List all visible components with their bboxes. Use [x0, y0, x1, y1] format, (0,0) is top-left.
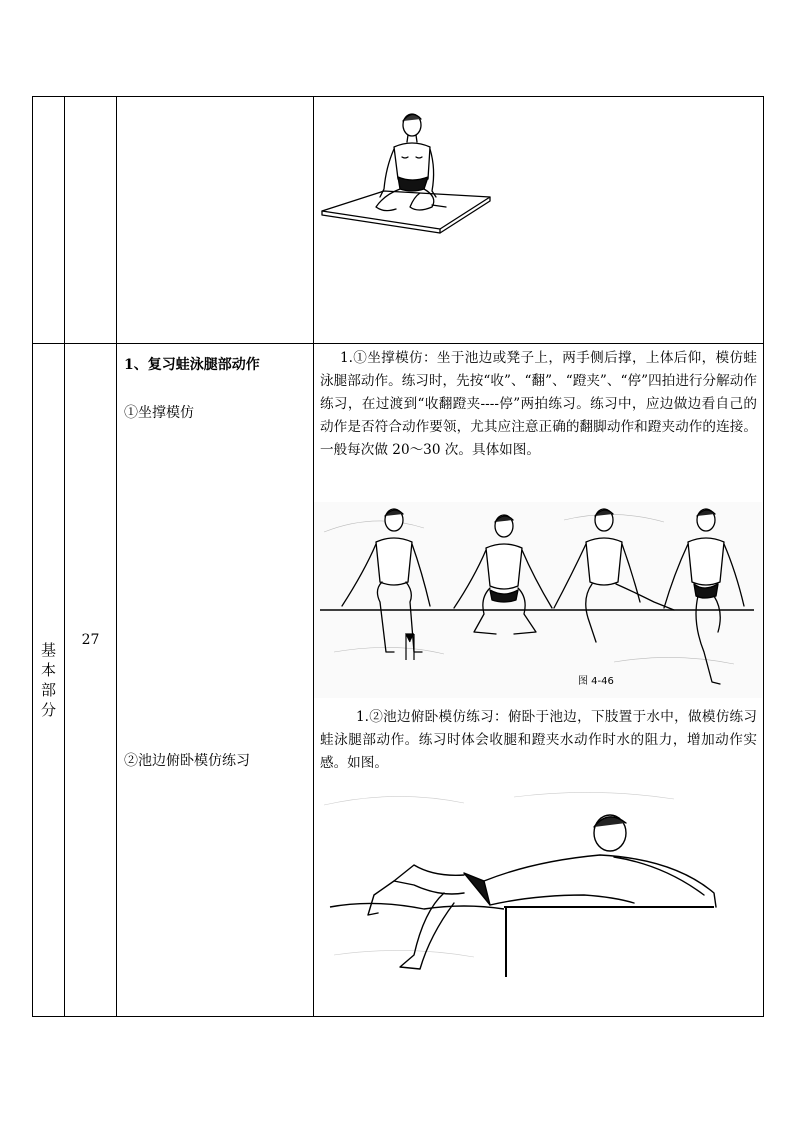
description-poolside-prone: 1.②池边俯卧模仿练习：俯卧于池边，下肢置于水中，做模仿练习蛙泳腿部动作。练习时体会收腿和蹬夹水动作时水的阻力，增加动作实感。如图。: [320, 709, 757, 771]
section-char: 部: [40, 681, 56, 699]
minutes-value: 27: [81, 632, 100, 648]
method-cell: [314, 97, 764, 344]
minutes-cell: [65, 344, 117, 1017]
table-row: [33, 344, 764, 1017]
section-char: 基: [40, 641, 56, 659]
seated-kick-sequence-illustration: [314, 502, 762, 698]
method-cell: [314, 344, 764, 1017]
content-cell: [117, 97, 314, 344]
item-poolside-prone: ②池边俯卧模仿练习: [124, 753, 250, 769]
item-sit-imitation: ①坐撑模仿: [124, 405, 194, 421]
section-heading: 1、复习蛙泳腿部动作: [124, 357, 260, 373]
figure-caption: 图 4-46: [578, 676, 614, 687]
section-char: 本: [40, 661, 56, 679]
seated-on-mat-illustration: [314, 97, 762, 341]
lesson-plan-table: [32, 96, 764, 1017]
description-sit-imitation: 1.①坐撑模仿：坐于池边或凳子上，两手侧后撑，上体后仰，模仿蛙泳腿部动作。练习时，先按“收”、“翻”、“蹬夹”、“停”四拍进行分解动作练习，在过渡到“收翻蹬夹----停”两拍练习。练习中，应边做边看自己的动作是否符合动作要领，尤其应注意正确的翻脚动作和蹬夹动作的连接。一般每次做 20～30 次。具体如图。: [320, 350, 757, 458]
section-cell: [33, 97, 65, 344]
content-cell: [117, 344, 314, 1017]
section-char: 分: [40, 701, 56, 719]
poolside-prone-illustration: [314, 785, 762, 981]
section-cell: [33, 344, 65, 1017]
table-row: [33, 97, 764, 344]
minutes-cell: [65, 97, 117, 344]
